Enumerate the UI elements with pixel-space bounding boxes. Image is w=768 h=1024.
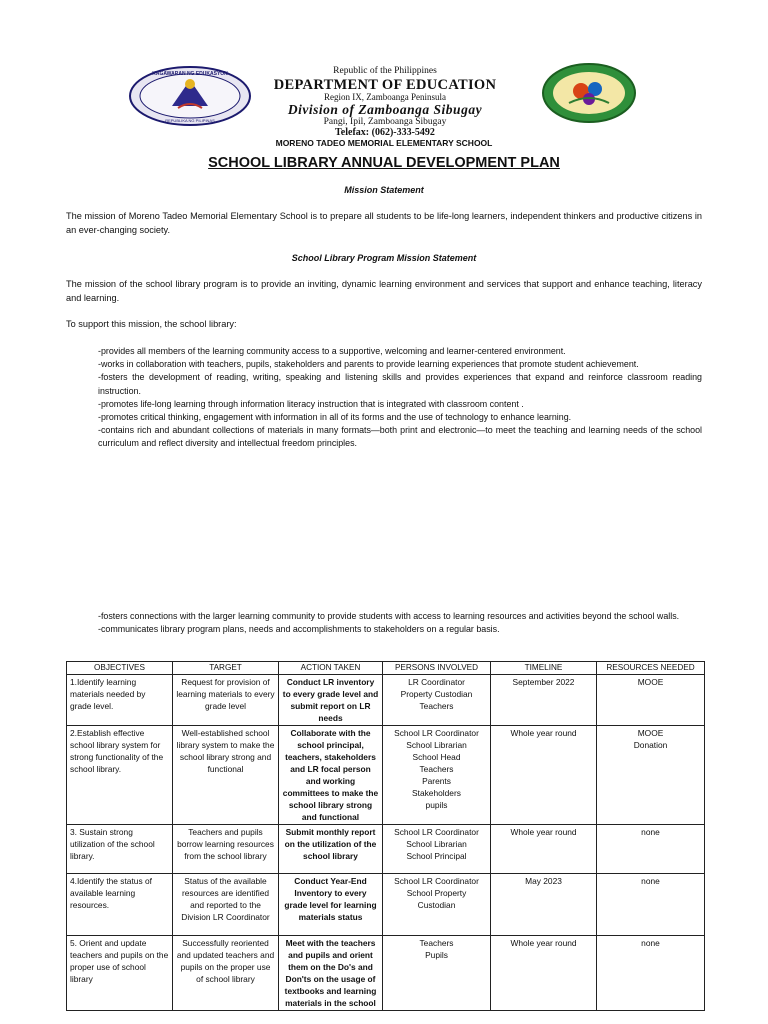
- list-item: -provides all members of the learning community access to a supportive, welcoming and learner-centered environment.: [98, 346, 566, 356]
- cell-persons: School LR Coordinator School Property Custodian: [383, 874, 491, 936]
- table-row: [67, 726, 705, 825]
- table-row: [67, 825, 705, 874]
- cell-resources: MOOE: [597, 675, 705, 726]
- letterhead-division: Division of Zamboanga Sibugay: [287, 102, 483, 117]
- cell-target: Status of the available resources are identified and reported to the Division LR Coordinator: [173, 874, 279, 936]
- cell-persons: LR Coordinator Property Custodian Teachers: [383, 675, 491, 726]
- division-seal-icon: [541, 63, 637, 123]
- cell-timeline: Whole year round: [491, 726, 597, 825]
- svg-text:REPUBLIKA NG PILIPINAS: REPUBLIKA NG PILIPINAS: [165, 118, 215, 123]
- cell-resources: none: [597, 825, 705, 874]
- table-row: [67, 936, 705, 1011]
- cell-objective: 3. Sustain strong utilization of the school library.: [67, 825, 173, 874]
- cell-action: Conduct Year-End Inventory to every grade level for learning materials status: [279, 874, 383, 936]
- table-header-row: [67, 662, 705, 675]
- list-item: -fosters the development of reading, writing, speaking and listening skills and provides experiences that expand and reinforce classroom reading instruction.: [98, 372, 702, 396]
- cell-resources: none: [597, 874, 705, 936]
- list-item: -works in collaboration with teachers, pupils, stakeholders and parents to provide learning experiences that promote student achievement.: [98, 359, 639, 370]
- letterhead-telefax: Telefax: (062)-333-5492: [335, 127, 435, 138]
- support-intro: To support this mission, the school library:: [66, 319, 237, 329]
- letterhead: [250, 67, 520, 138]
- column-header: RESOURCES NEEDED: [597, 662, 705, 675]
- cell-timeline: May 2023: [491, 874, 597, 936]
- cell-action: Conduct LR inventory to every grade level and submit report on LR needs: [279, 675, 383, 726]
- cell-target: Successfully reoriented and updated teachers and pupils on the proper use of school library: [173, 936, 279, 1011]
- cell-target: Request for provision of learning materials to every grade level: [173, 675, 279, 726]
- list-item: -promotes life-long learning through information literacy instruction that is integrated with classroom content .: [98, 398, 524, 409]
- cell-objective: 5. Orient and update teachers and pupils on the proper use of school library: [67, 936, 173, 1011]
- cell-objective: 2.Establish effective school library system for strong functionality of the school library.: [67, 726, 173, 825]
- table-row: [67, 675, 705, 726]
- deped-seal-icon: [128, 66, 252, 126]
- list-item: -promotes critical thinking, engagement with information in all of its forms and the use of technology to enhance learning.: [98, 412, 572, 423]
- cell-resources: MOOE Donation: [597, 726, 705, 825]
- page-title: SCHOOL LIBRARY ANNUAL DEVELOPMENT PLAN: [208, 155, 560, 171]
- cell-persons: School LR Coordinator School Librarian School Principal: [383, 825, 491, 874]
- cell-target: Teachers and pupils borrow learning resources from the school library: [173, 825, 279, 874]
- cell-timeline: Whole year round: [491, 825, 597, 874]
- table-row: [67, 874, 705, 936]
- column-header: TIMELINE: [491, 662, 597, 675]
- school-name: MORENO TADEO MEMORIAL ELEMENTARY SCHOOL: [275, 138, 493, 148]
- cell-objective: 4.Identify the status of available learning resources.: [67, 874, 173, 936]
- mission-text: The mission of Moreno Tadeo Memorial Elementary School is to prepare all students to be life-long learners, independent thinkers and productive citizens in an ever-changing society.: [66, 211, 702, 235]
- cell-timeline: September 2022: [491, 675, 597, 726]
- list-item: -communicates library program plans, needs and accomplishments to stakeholders on a regular basis.: [98, 624, 500, 635]
- cell-objective: 1.Identify learning materials needed by grade level.: [67, 675, 173, 726]
- list-item: -contains rich and abundant collections of materials in many formats—both print and electronic—to meet the teaching and learning needs of the school curriculum and reflect diversity and intellectual freedom principles.: [98, 425, 702, 449]
- column-header: PERSONS INVOLVED: [383, 662, 491, 675]
- letterhead-region: Region IX, Zamboanga Peninsula: [324, 92, 446, 102]
- column-header: TARGET: [173, 662, 279, 675]
- column-header: ACTION TAKEN: [279, 662, 383, 675]
- column-header: OBJECTIVES: [67, 662, 173, 675]
- cell-persons: School LR Coordinator School Librarian School Head Teachers Parents Stakeholders pupils: [383, 726, 491, 825]
- cell-resources: none: [597, 936, 705, 1011]
- cell-persons: Teachers Pupils: [383, 936, 491, 1011]
- list-item: -fosters connections with the larger learning community to provide students with access to learning resources and activities beyond the school walls.: [98, 611, 680, 621]
- svg-text:KAGAWARAN NG EDUKASYON: KAGAWARAN NG EDUKASYON: [152, 71, 228, 77]
- cell-target: Well-established school library system to make the school library strong and functional: [173, 726, 279, 825]
- support-list: [98, 345, 702, 451]
- letterhead-address: Pangi, Ipil, Zamboanga Sibugay: [323, 116, 447, 127]
- program-text: The mission of the school library program is to provide an inviting, dynamic learning environment and services that support and enhance teaching, literacy and learning.: [66, 279, 702, 303]
- support-list-continued: [98, 610, 702, 636]
- cell-action: Submit monthly report on the utilization of the school library: [279, 825, 383, 874]
- cell-action: Meet with the teachers and pupils and orient them on the Do's and Don'ts on the usage of textbooks and learning materials in the school: [279, 936, 383, 1011]
- letterhead-department: DEPARTMENT OF EDUCATION: [273, 76, 497, 93]
- letterhead-republic: Republic of the Philippines: [333, 66, 437, 76]
- development-plan-table: [66, 661, 705, 1011]
- cell-action: Collaborate with the school principal, teachers, stakeholders and LR focal person and working committees to make the school library strong and functional: [279, 726, 383, 825]
- program-heading: School Library Program Mission Statement: [291, 253, 477, 263]
- cell-timeline: Whole year round: [491, 936, 597, 1011]
- mission-heading: Mission Statement: [344, 185, 424, 195]
